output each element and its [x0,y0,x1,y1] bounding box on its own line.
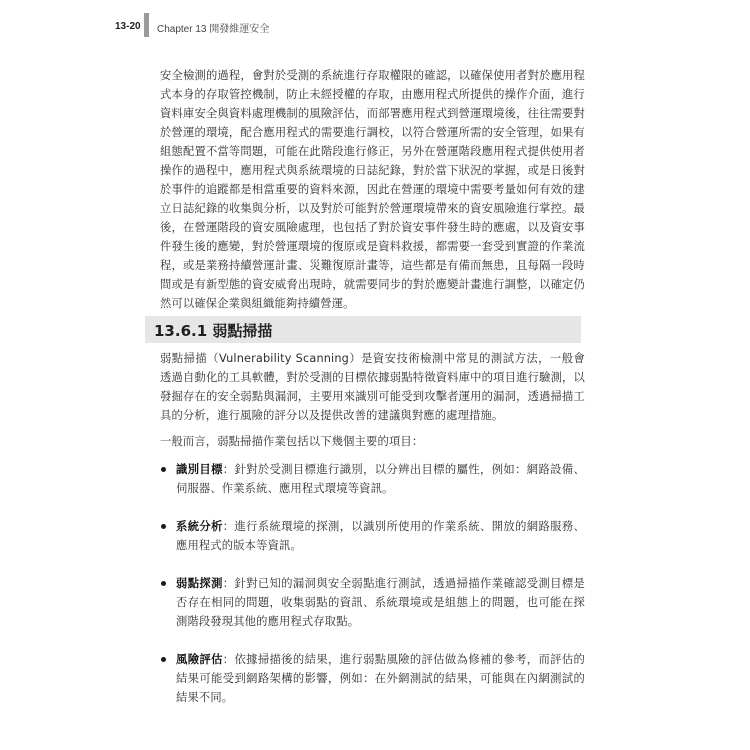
list-item [160,574,585,631]
bullet-icon [161,467,166,472]
list-item-text: ：針對於受測目標進行識別，以分辨出目標的屬性，例如：網路設備、伺服器、作業系統、應用程式環境等資訊。 [176,463,585,495]
bullet-list [160,460,585,726]
list-lead-paragraph: 一般而言，弱點掃描作業包括以下幾個主要的項目： [160,435,424,448]
list-item [160,650,585,707]
list-item [160,460,585,498]
body-paragraph: 安全檢測的過程，會對於受測的系統進行存取權限的確認，以確保使用者對於應用程式本身的存取管控機制，防止未經授權的存取，由應用程式所提供的操作介面，進行資料庫安全與資料處理機制的風險評估，而部署應用程式到營運環境後，往往需要對於營運的環境，配合應用程式的需要進行調校，以符合營運所需的安全管理，如果有組態配置不當等問題，可能在此階段進行修正，另外在營運階段應用程式提供使用者操作的過程中，應用程式與系統環境的日誌紀錄，對於當下狀況的掌握，或是日後對於事件的追蹤都是相當重要的資料來源，因此在營運的環境中需要考量如何有效的建立日誌紀錄的收集與分析，以及對於可能對於營運環境帶來的資安風險進行掌控。最後，在營運階段的資安風險處理，也包括了對於資安事件發生時的應處，以及資安事件發生後的應變，對於營運環境的復原或是資料救援，都需要一套受到實證的作業流程，或是業務持續營運計畫、災難復原計畫等，這些都是有備而無患，且每隔一段時間或是有新型態的資安威脅出現時，就需要同步的對於應變計畫進行調整，以確定仍然可以確保企業與組織能夠持續營運。 [160,69,585,310]
list-item-text: ：進行系統環境的探測，以識別所使用的作業系統、開放的網路服務、應用程式的版本等資訊。 [176,520,585,552]
body-text-block [160,66,585,313]
page-header [0,0,750,50]
chapter-title: Chapter 13 開發維運安全 [157,24,270,35]
list-item-term: 風險評估 [176,653,223,666]
section-heading: 13.6.1 弱點掃描 [154,322,273,340]
list-lead-block [160,432,585,451]
list-item-term: 系統分析 [176,520,223,533]
page-number: 13-20 [115,21,141,32]
bullet-icon [161,657,166,662]
list-item-text: ：針對已知的漏洞與安全弱點進行測試，透過掃描作業確認受測目標是否存在相同的問題，收集弱點的資訊、系統環境或是組態上的問題，也可能在探測階段發現其他的應用程式存取點。 [176,577,585,628]
list-item-term: 識別目標 [176,463,223,476]
list-item-term: 弱點探測 [176,577,223,590]
bullet-icon [161,524,166,529]
section-heading-bar [145,316,581,343]
bullet-icon [161,581,166,586]
header-divider-bar [144,13,149,37]
section-intro-block [160,349,585,425]
section-intro-paragraph: 弱點掃描（Vulnerability Scanning）是資安技術檢測中常見的測試方法，一般會透過自動化的工具軟體，對於受測的目標依據弱點特徵資料庫中的項目進行驗測，以發掘存在的安全弱點與漏洞，主要用來識別可能受到攻擊者運用的漏洞，透過掃描工具的分析，進行風險的評分以及提供改善的建議與對應的處理措施。 [160,352,585,422]
list-item [160,517,585,555]
list-item-text: ：依據掃描後的結果，進行弱點風險的評估做為修補的參考，而評估的結果可能受到網路架構的影響，例如：在外網測試的結果，可能與在內網測試的結果不同。 [176,653,585,704]
